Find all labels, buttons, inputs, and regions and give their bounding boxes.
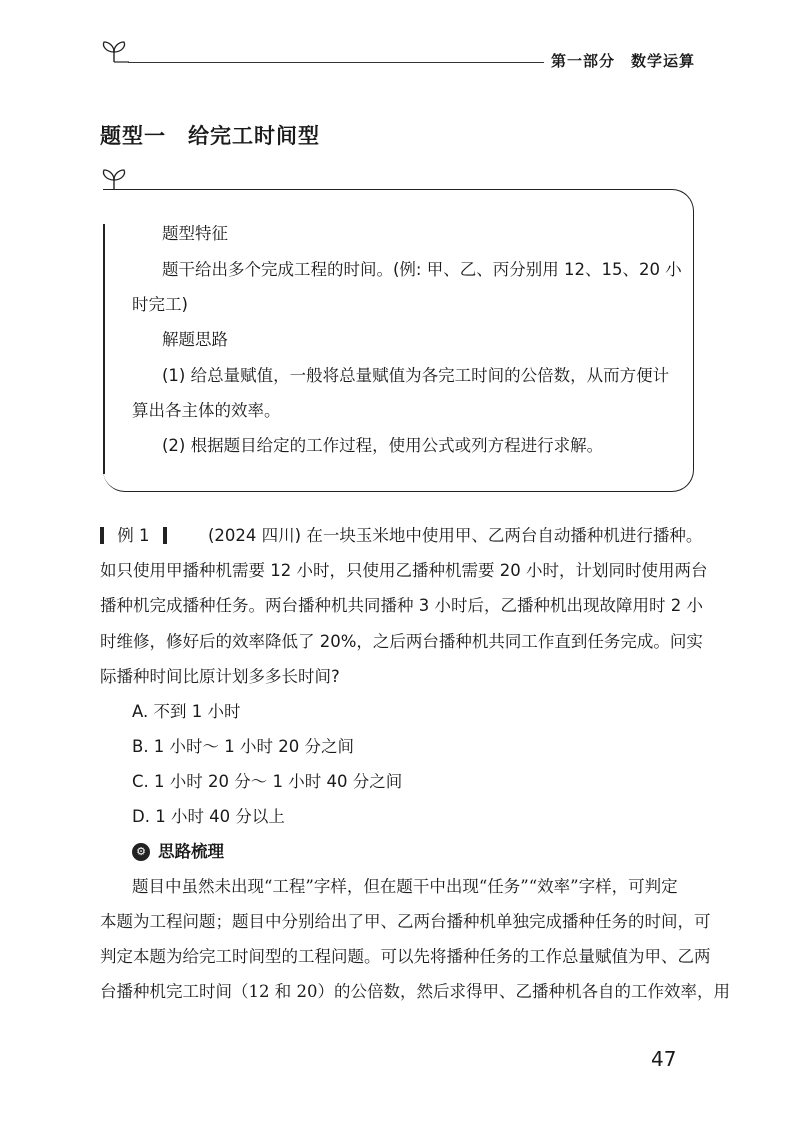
question-line: 播种机完成播种任务。两台播种机共同播种 3 小时后，乙播种机出现故障用时 2 小 xyxy=(100,596,703,615)
page-number: 47 xyxy=(651,1047,677,1071)
question-line: (2024 四川) 在一块玉米地中使用甲、乙两台自动播种机进行播种。 xyxy=(208,526,703,545)
analysis-line: 本题为工程问题；题目中分别给出了甲、乙两台播种机单独完成播种任务的时间，可 xyxy=(100,912,711,931)
analysis-heading: 思路梳理 xyxy=(158,842,224,861)
analysis-line: 台播种机完工时间（12 和 20）的公倍数，然后求得甲、乙播种机各自的工作效率，用 xyxy=(100,982,730,1001)
method-line: (1) 给总量赋值，一般将总量赋值为各完工时间的公倍数，从而方便计 xyxy=(162,366,670,385)
feature-line: 题干给出多个完成工程的时间。(例: 甲、乙、丙分别用 12、15、20 小 xyxy=(162,260,682,279)
feature-heading: 题型特征 xyxy=(162,224,228,243)
magnifier-icon: ⚙ xyxy=(132,843,150,861)
option-a: A. 不到 1 小时 xyxy=(132,702,241,721)
section-title: 题型一 给完工时间型 xyxy=(100,124,320,148)
example-number: 例 1 xyxy=(117,526,150,545)
option-b: B. 1 小时～ 1 小时 20 分之间 xyxy=(132,737,355,756)
question-line: 时维修，修好后的效率降低了 20%，之后两台播种机共同工作直到任务完成。问实 xyxy=(100,632,703,651)
example-bar-right xyxy=(163,527,167,544)
question-line: 如只使用甲播种机需要 12 小时，只使用乙播种机需要 20 小时，计划同时使用两台 xyxy=(100,561,708,580)
option-c: C. 1 小时 20 分～ 1 小时 40 分之间 xyxy=(132,772,403,791)
feature-box-left-rule xyxy=(103,224,105,474)
method-line: 算出各主体的效率。 xyxy=(132,401,281,420)
example-label xyxy=(100,526,167,546)
header-title: 第一部分 数学运算 xyxy=(551,52,696,70)
method-heading: 解题思路 xyxy=(162,330,228,349)
analysis-line: 判定本题为给完工时间型的工程问题。可以先将播种任务的工作总量赋值为甲、乙两 xyxy=(100,947,711,966)
feature-line: 时完工) xyxy=(132,295,188,314)
example-bar-left xyxy=(100,527,104,544)
header-rule xyxy=(128,62,544,63)
question-line: 际播种时间比原计划多多长时间? xyxy=(100,667,340,686)
sprout-icon xyxy=(100,40,130,64)
analysis-line: 题目中虽然未出现“工程”字样，但在题干中出现“任务”“效率”字样，可判定 xyxy=(132,877,678,896)
option-d: D. 1 小时 40 分以上 xyxy=(132,807,285,826)
method-line: (2) 根据题目给定的工作过程，使用公式或列方程进行求解。 xyxy=(162,436,604,455)
